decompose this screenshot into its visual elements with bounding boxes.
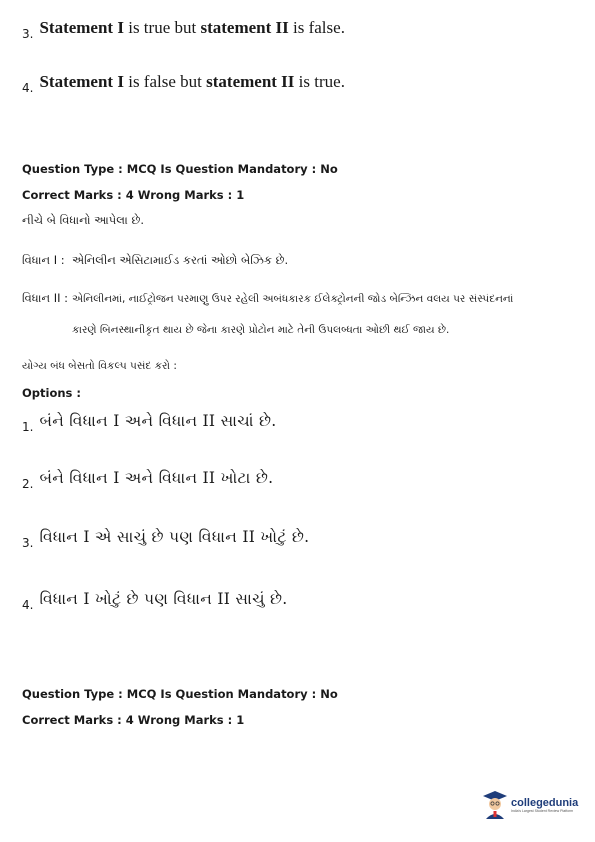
option-text: બંને વિધાન I અને વિધાન II ખોટા છે.	[39, 469, 274, 487]
marks-line: Correct Marks : 4 Wrong Marks : 1	[22, 188, 245, 202]
text-fragment: is false but	[123, 72, 207, 91]
option-text: વિધાન I એ સાચું છે પણ વિધાન II ખોટું છે.	[39, 528, 310, 546]
option-number: 2.	[22, 477, 34, 491]
option-text	[39, 18, 345, 38]
prev-option-3	[22, 18, 345, 41]
option-number: 4.	[22, 81, 34, 95]
statement-2-label: વિધાન II :	[22, 291, 69, 305]
text-fragment: is false.	[288, 18, 345, 37]
question-type-line: Question Type : MCQ Is Question Mandatory : No	[22, 162, 338, 176]
statement-2-line-1: એનિલીનમાં, નાઈટ્રોજન પરમાણુ ઉપર રહેલી અબંધકારક ઈલેક્ટ્રોનની જોડ બેન્ઝિન વલય પર સંસ્પંદનનાં	[72, 293, 514, 305]
logo-tagline: India's Largest Student Review Platform	[511, 808, 574, 813]
option-text: વિધાન I ખોટું છે પણ વિધાન II સાચું છે.	[39, 590, 288, 608]
option-1[interactable]	[22, 412, 277, 434]
student-mascot-icon	[482, 790, 508, 820]
next-marks-line: Correct Marks : 4 Wrong Marks : 1	[22, 713, 245, 727]
logo-name: collegedunia	[511, 796, 579, 809]
bold-fragment: statement II	[200, 18, 289, 37]
prev-option-4	[22, 72, 345, 95]
question-intro: નીચે બે વિધાનો આપેલા છે.	[22, 213, 144, 227]
next-question-type-line: Question Type : MCQ Is Question Mandatory : No	[22, 687, 338, 701]
statement-1	[22, 253, 288, 268]
option-number: 4.	[22, 598, 34, 612]
option-2[interactable]	[22, 469, 274, 491]
collegedunia-logo	[482, 790, 578, 820]
option-4[interactable]	[22, 590, 288, 612]
options-label: Options :	[22, 386, 81, 400]
text-fragment: is true but	[123, 18, 201, 37]
question-instruction: યોગ્ય બંધ બેસતો વિકલ્પ પસંદ કરો :	[22, 360, 177, 372]
bold-fragment: statement II	[206, 72, 295, 91]
option-number: 3.	[22, 27, 34, 41]
statement-2-line-2: કારણે બિનસ્થાનીકૃત થાય છે જેના કારણે પ્રોટોન માટે તેની ઉપલબ્ધતા ઓછી થઈ જાય છે.	[72, 324, 450, 336]
statement-1-text: એનિલીન એસિટામાઈડ કરતાં ઓછો બેઝિક છે.	[72, 253, 289, 267]
option-number: 1.	[22, 420, 34, 434]
option-number: 3.	[22, 536, 34, 550]
option-text: બંને વિધાન I અને વિધાન II સાચાં છે.	[39, 412, 277, 430]
option-3[interactable]	[22, 528, 310, 550]
statement-2	[22, 291, 513, 306]
bold-fragment: Statement I	[39, 72, 124, 91]
text-fragment: is true.	[294, 72, 345, 91]
option-text	[39, 72, 345, 92]
bold-fragment: Statement I	[39, 18, 124, 37]
statement-1-label: વિધાન I :	[22, 253, 65, 267]
